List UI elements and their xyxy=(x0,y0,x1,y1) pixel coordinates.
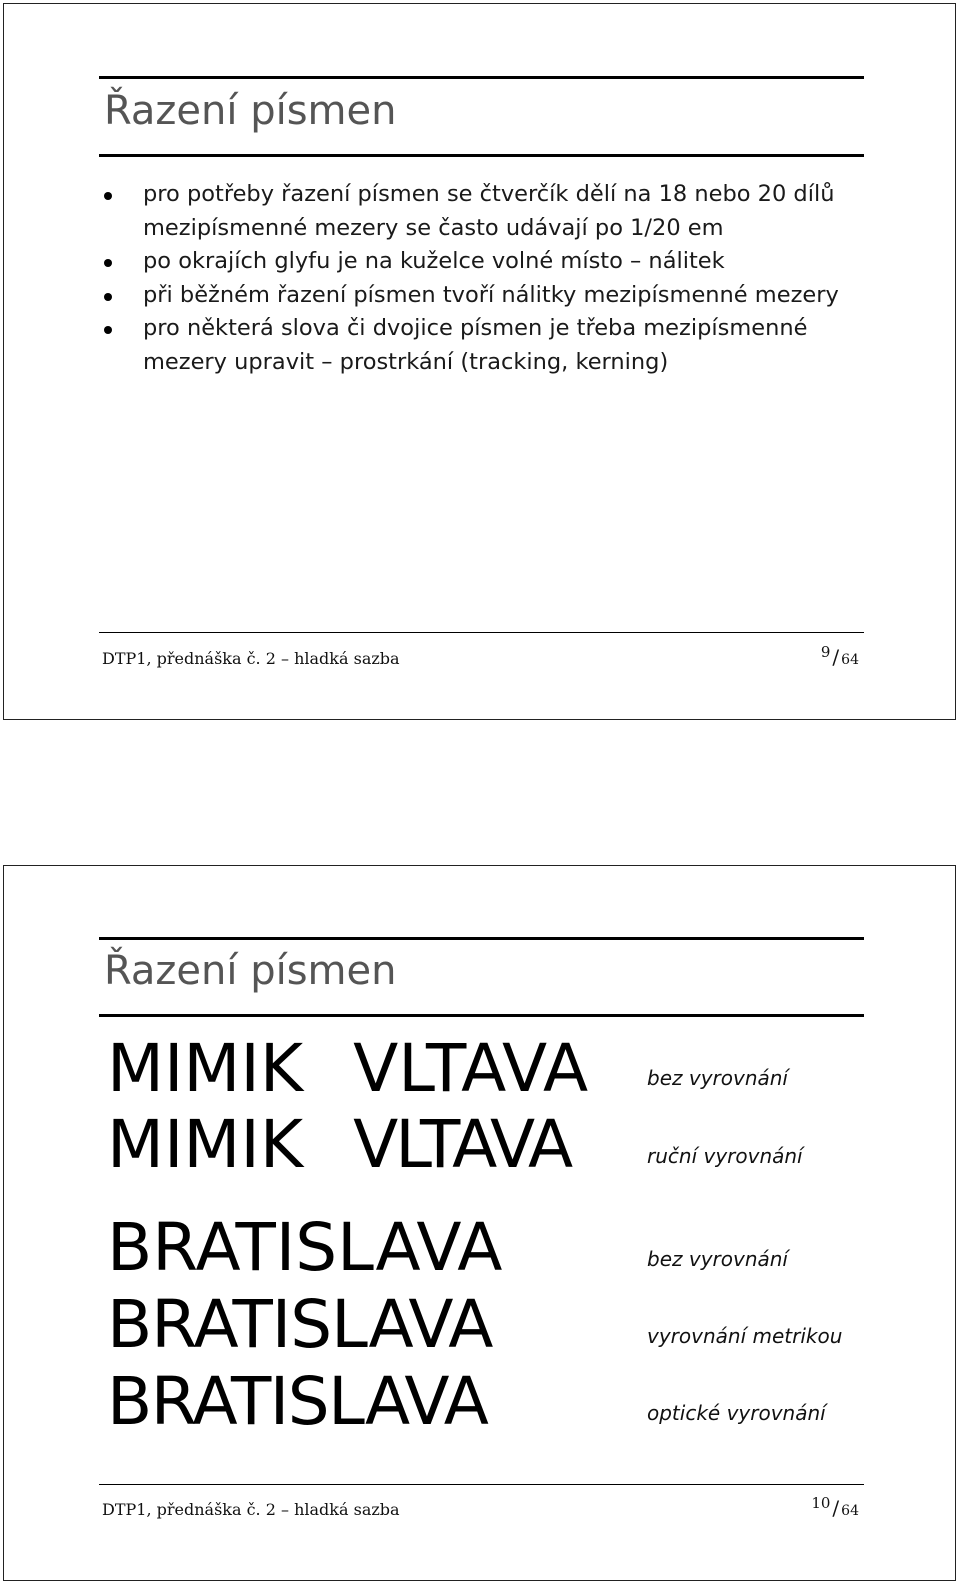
bullet-item: pro některá slova či dvojice písmen je třeba mezipísmenné mezery upravit – prostrkání (tracking, kerning) xyxy=(102,312,842,379)
bullet-item: pro potřeby řazení písmen se čtverčík dělí na 18 nebo 20 dílů xyxy=(102,178,842,212)
example-caption: bez vyrovnání xyxy=(647,1247,788,1271)
example-word-bratislava: BRATISLAVA xyxy=(107,1363,488,1440)
footer-rule xyxy=(99,1484,864,1485)
sub-line-item: mezipísmenné mezery se často udávají po 1/20 em xyxy=(143,214,724,241)
slide-title: Řazení písmen xyxy=(104,88,397,134)
kerning-example-row xyxy=(107,1209,503,1286)
example-caption: bez vyrovnání xyxy=(647,1066,788,1090)
example-word-vltava: VLTAVA xyxy=(353,1106,571,1183)
slide-title: Řazení písmen xyxy=(104,948,397,994)
page-number xyxy=(811,1496,859,1520)
bullet-item: při běžném řazení písmen tvoří nálitky mezipísmenné mezery xyxy=(102,279,842,313)
slide-10 xyxy=(3,865,956,1581)
kerning-example-row xyxy=(107,1286,493,1363)
kerning-example-row xyxy=(107,1030,589,1107)
page-current: 10 xyxy=(811,1494,831,1512)
page-number xyxy=(821,645,859,669)
slide-9 xyxy=(3,3,956,720)
bullet-list xyxy=(102,178,842,379)
page-separator: / xyxy=(832,645,840,669)
page-separator: / xyxy=(832,1496,840,1520)
example-word-mimik: MIMIK xyxy=(107,1106,304,1183)
page-total: 64 xyxy=(841,1503,859,1519)
bullet-item: po okrajích glyfu je na kuželce volné místo – nálitek xyxy=(102,245,842,279)
kerning-example-row xyxy=(107,1363,488,1440)
example-word-bratislava: BRATISLAVA xyxy=(107,1209,503,1286)
footer-course-label: DTP1, přednáška č. 2 – hladká sazba xyxy=(102,649,400,668)
example-caption: ruční vyrovnání xyxy=(647,1144,803,1168)
title-bottom-rule xyxy=(99,154,864,157)
example-word-vltava: VLTAVA xyxy=(353,1030,589,1107)
example-word-bratislava: BRATISLAVA xyxy=(107,1286,493,1363)
page-total: 64 xyxy=(841,652,859,668)
footer-course-label: DTP1, přednáška č. 2 – hladká sazba xyxy=(102,1500,400,1519)
page-current: 9 xyxy=(820,643,831,661)
example-word-mimik: MIMIK xyxy=(107,1030,304,1107)
title-top-rule xyxy=(99,76,864,79)
footer-rule xyxy=(99,632,864,633)
example-caption: optické vyrovnání xyxy=(647,1401,826,1425)
title-top-rule xyxy=(99,937,864,940)
example-caption: vyrovnání metrikou xyxy=(647,1324,843,1348)
title-bottom-rule xyxy=(99,1014,864,1017)
kerning-example-row xyxy=(107,1106,571,1183)
